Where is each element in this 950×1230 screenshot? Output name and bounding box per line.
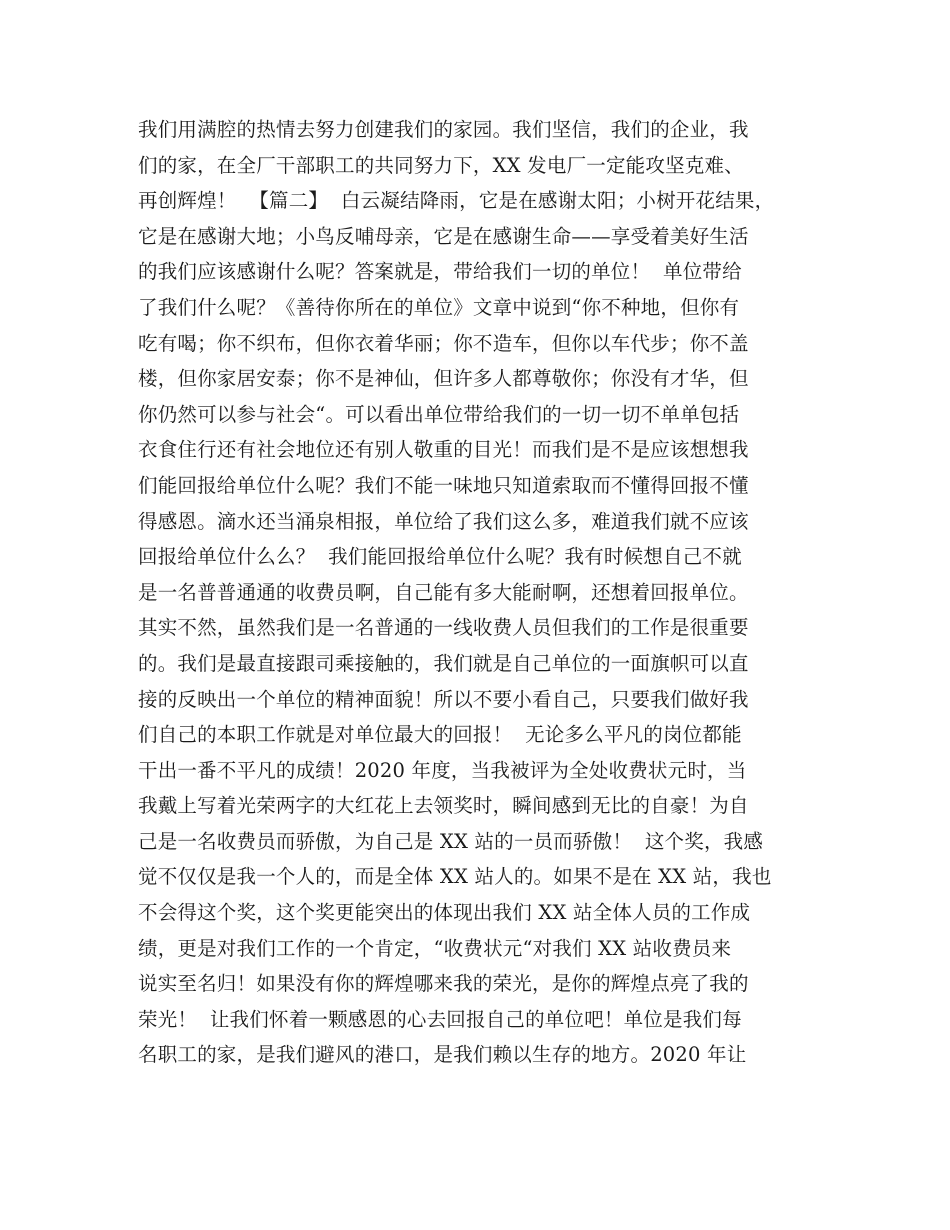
text-line: 其实不然，虽然我们是一名普通的一线收费人员但我们的工作是很重要 — [138, 616, 749, 640]
text-line: 再创辉煌！ 【篇二】 白云凝结降雨，它是在感谢太阳；小树开花结果， — [138, 189, 775, 213]
text-line: 接的反映出一个单位的精神面貌！所以不要小看自己，只要我们做好我 — [138, 687, 749, 711]
text-line: 绩，更是对我们工作的一个肯定，“收费状元“对我们 XX 站收费员来 — [138, 936, 732, 960]
text-line: 荣光！ 让我们怀着一颗感恩的心去回报自己的单位吧！单位是我们每 — [138, 1007, 742, 1031]
text-line: 衣食住行还有社会地位还有别人敬重的目光！而我们是不是应该想想我 — [138, 438, 749, 462]
text-line: 们能回报给单位什么呢？我们不能一味地只知道索取而不懂得回报不懂 — [138, 473, 749, 497]
text-line: 名职工的家，是我们避风的港口，是我们赖以生存的地方。2020 年让 — [138, 1043, 747, 1067]
text-line: 干出一番不平凡的成绩！2020 年度，当我被评为全处收费状元时，当 — [138, 758, 747, 782]
text-line: 你仍然可以参与社会“。可以看出单位带给我们的一切一切不单单包括 — [138, 402, 740, 426]
text-line: 了我们什么呢？《善待你所在的单位》文章中说到“你不种地，但你有 — [138, 295, 740, 319]
text-line: 觉不仅仅是我一个人的，而是全体 XX 站人的。如果不是在 XX 站，我也 — [138, 865, 772, 889]
text-line: 我戴上写着光荣两字的大红花上去领奖时，瞬间感到无比的自豪！为自 — [138, 794, 749, 818]
text-line: 楼，但你家居安泰；你不是神仙，但许多人都尊敬你；你没有才华，但 — [138, 367, 749, 391]
text-line: 们的家，在全厂干部职工的共同努力下，XX 发电厂一定能攻坚克难、 — [138, 153, 744, 177]
text-line: 回报给单位什么么？ 我们能回报给单位什么呢？我有时候想自己不就 — [138, 545, 742, 569]
text-line: 不会得这个奖，这个奖更能突出的体现出我们 XX 站全体人员的工作成 — [138, 901, 751, 925]
body-text — [138, 112, 828, 1073]
text-line: 它是在感谢大地；小鸟反哺母亲，它是在感谢生命——享受着美好生活 — [138, 224, 749, 248]
text-line: 们自己的本职工作就是对单位最大的回报！ 无论多么平凡的岗位都能 — [138, 723, 742, 747]
text-line: 吃有喝；你不织布，但你衣着华丽；你不造车，但你以车代步；你不盖 — [138, 331, 749, 355]
text-line: 的。我们是最直接跟司乘接触的，我们就是自己单位的一面旗帜可以直 — [138, 651, 749, 675]
text-line: 我们用满腔的热情去努力创建我们的家园。我们坚信，我们的企业，我 — [138, 118, 749, 141]
text-line: 的我们应该感谢什么呢？答案就是，带给我们一切的单位！ 单位带给 — [138, 260, 742, 284]
text-line: 说实至名归！如果没有你的辉煌哪来我的荣光，是你的辉煌点亮了我的 — [138, 972, 749, 996]
text-line: 得感恩。滴水还当涌泉相报，单位给了我们这么多，难道我们就不应该 — [138, 509, 749, 533]
text-line: 己是一名收费员而骄傲，为自己是 XX 站的一员而骄傲！ 这个奖，我感 — [138, 829, 764, 853]
text-line: 是一名普普通通的收费员啊，自己能有多大能耐啊，还想着回报单位。 — [138, 580, 749, 604]
